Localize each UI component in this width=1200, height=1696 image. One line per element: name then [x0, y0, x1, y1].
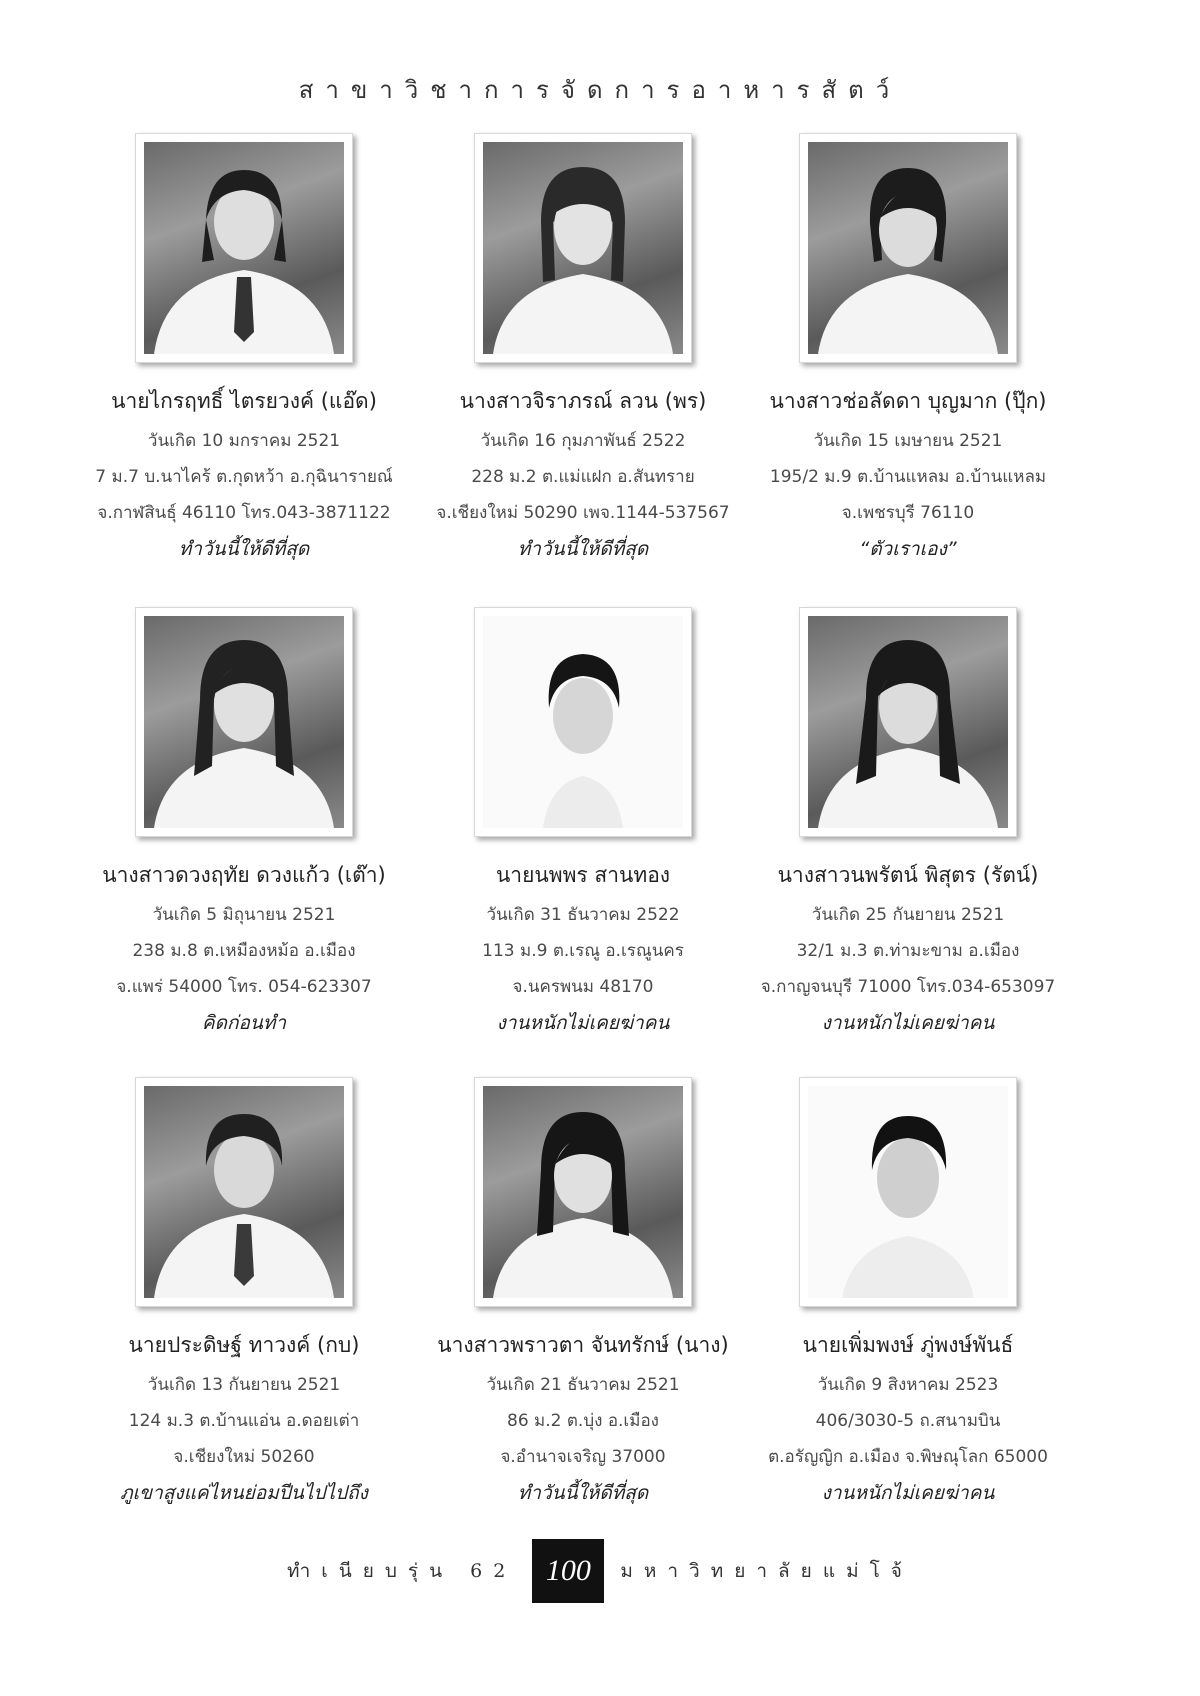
student-photo: [144, 1086, 344, 1298]
student-address-line2: ต.อรัญญิก อ.เมือง จ.พิษณุโลก 65000: [768, 1447, 1048, 1467]
student-name: นายไกรฤทธิ์ ไตรยวงค์ (แอ๊ด): [111, 389, 377, 413]
student-motto: งานหนักไม่เคยฆ่าคน: [821, 1482, 995, 1504]
student-photo-frame: [135, 133, 353, 363]
student-photo: [808, 142, 1008, 354]
student-address-line1: 238 ม.8 ต.เหมืองหม้อ อ.เมือง: [132, 941, 356, 961]
student-address-line2: จ.เชียงใหม่ 50260: [173, 1447, 315, 1467]
portrait-male: [808, 1086, 1008, 1298]
student-address-line2: จ.กาฬสินธุ์ 46110 โทร.043-3871122: [97, 503, 391, 523]
student-photo: [144, 616, 344, 828]
student-card: [738, 1077, 1078, 1508]
student-birthdate: วันเกิด 5 มิถุนายน 2521: [152, 905, 336, 925]
page-title: สาขาวิชาการจัดการอาหารสัตว์: [298, 76, 902, 104]
student-card: [74, 133, 414, 564]
student-motto: ทำวันนี้ให้ดีที่สุด: [517, 538, 649, 560]
student-birthdate: วันเกิด 16 กุมภาพันธ์ 2522: [480, 431, 686, 451]
portrait-male-tie: [144, 142, 344, 354]
student-motto: ภูเขาสูงแค่ไหนย่อมปีนไปไปถึง: [120, 1482, 368, 1504]
student-address-line2: จ.อำนาจเจริญ 37000: [500, 1447, 666, 1467]
portrait-male: [483, 616, 683, 828]
student-address-line2: จ.เพชรบุรี 76110: [841, 503, 975, 523]
student-photo-frame: [474, 133, 692, 363]
student-address-line1: 7 ม.7 บ.นาไคร้ ต.กุดหว้า อ.กุฉินารายณ์: [95, 467, 393, 487]
student-photo-frame: [799, 607, 1017, 837]
page-number: 100: [532, 1539, 604, 1603]
student-photo-frame: [135, 1077, 353, 1307]
student-photo: [808, 616, 1008, 828]
student-birthdate: วันเกิด 31 ธันวาคม 2522: [486, 905, 680, 925]
student-motto: งานหนักไม่เคยฆ่าคน: [496, 1012, 670, 1034]
student-birthdate: วันเกิด 15 เมษายน 2521: [813, 431, 1003, 451]
student-birthdate: วันเกิด 9 สิงหาคม 2523: [817, 1375, 999, 1395]
student-birthdate: วันเกิด 10 มกราคม 2521: [147, 431, 341, 451]
student-birthdate: วันเกิด 13 กันยายน 2521: [147, 1375, 341, 1395]
student-address-line1: 86 ม.2 ต.บุ่ง อ.เมือง: [507, 1411, 659, 1431]
student-motto: ทำวันนี้ให้ดีที่สุด: [517, 1482, 649, 1504]
footer-university-name: มหาวิทยาลัยแม่โจ้: [620, 1560, 913, 1582]
student-address-line1: 228 ม.2 ต.แม่แฝก อ.สันทราย: [471, 467, 695, 487]
student-address-line2: จ.กาญจนบุรี 71000 โทร.034-653097: [760, 977, 1056, 997]
student-photo-frame: [799, 133, 1017, 363]
student-name: นางสาวช่อลัดดา บุญมาก (ปุ๊ก): [769, 389, 1047, 413]
portrait-female: [483, 1086, 683, 1298]
page-footer: [0, 1536, 1200, 1606]
student-name: นางสาวพราวตา จันทรักษ์ (นาง): [437, 1333, 729, 1357]
student-address-line1: 113 ม.9 ต.เรณู อ.เรณูนคร: [482, 941, 684, 961]
portrait-female: [808, 616, 1008, 828]
student-photo: [144, 142, 344, 354]
student-motto: คิดก่อนทำ: [201, 1012, 287, 1034]
portrait-female: [144, 616, 344, 828]
portrait-female: [808, 142, 1008, 354]
student-motto: งานหนักไม่เคยฆ่าคน: [821, 1012, 995, 1034]
student-card: [413, 1077, 753, 1508]
student-name: นางสาวนพรัตน์ พิสุตร (รัตน์): [777, 863, 1039, 887]
student-photo-frame: [474, 1077, 692, 1307]
student-address-line2: จ.เชียงใหม่ 50290 เพจ.1144-537567: [436, 503, 730, 523]
student-card: [74, 607, 414, 1038]
student-photo: [808, 1086, 1008, 1298]
student-address-line1: 32/1 ม.3 ต.ท่ามะขาม อ.เมือง: [796, 941, 1020, 961]
student-motto: ทำวันนี้ให้ดีที่สุด: [178, 538, 310, 560]
student-address-line1: 124 ม.3 ต.บ้านแอ่น อ.ดอยเต่า: [128, 1411, 360, 1431]
student-address-line2: จ.นครพนม 48170: [512, 977, 654, 997]
student-photo-frame: [135, 607, 353, 837]
portrait-female: [483, 142, 683, 354]
student-address-line1: 406/3030-5 ถ.สนามบิน: [815, 1411, 1001, 1431]
student-card: [413, 607, 753, 1038]
student-address-line1: 195/2 ม.9 ต.บ้านแหลม อ.บ้านแหลม: [769, 467, 1047, 487]
student-card: [74, 1077, 414, 1508]
student-photo: [483, 1086, 683, 1298]
student-name: นางสาวจิราภรณ์ ลวน (พร): [459, 389, 707, 413]
student-birthdate: วันเกิด 25 กันยายน 2521: [811, 905, 1005, 925]
student-card: [738, 133, 1078, 564]
student-address-line2: จ.แพร่ 54000 โทร. 054-623307: [116, 977, 372, 997]
student-name: นางสาวดวงฤทัย ดวงแก้ว (เต๊า): [102, 863, 386, 887]
student-name: นายเพิ่มพงษ์ ภู่พงษ์พันธ์: [802, 1333, 1014, 1357]
student-motto: “ตัวเราเอง”: [859, 538, 957, 560]
student-birthdate: วันเกิด 21 ธันวาคม 2521: [486, 1375, 680, 1395]
student-photo: [483, 142, 683, 354]
student-name: นายนพพร สานทอง: [495, 863, 671, 887]
student-photo-frame: [799, 1077, 1017, 1307]
student-photo: [483, 616, 683, 828]
portrait-male-tie: [144, 1086, 344, 1298]
student-photo-frame: [474, 607, 692, 837]
student-card: [413, 133, 753, 564]
footer-yearbook-title: ทำเนียบรุ่น 62: [287, 1560, 517, 1582]
student-card: [738, 607, 1078, 1038]
student-name: นายประดิษฐ์ ทาวงค์ (กบ): [128, 1333, 360, 1357]
